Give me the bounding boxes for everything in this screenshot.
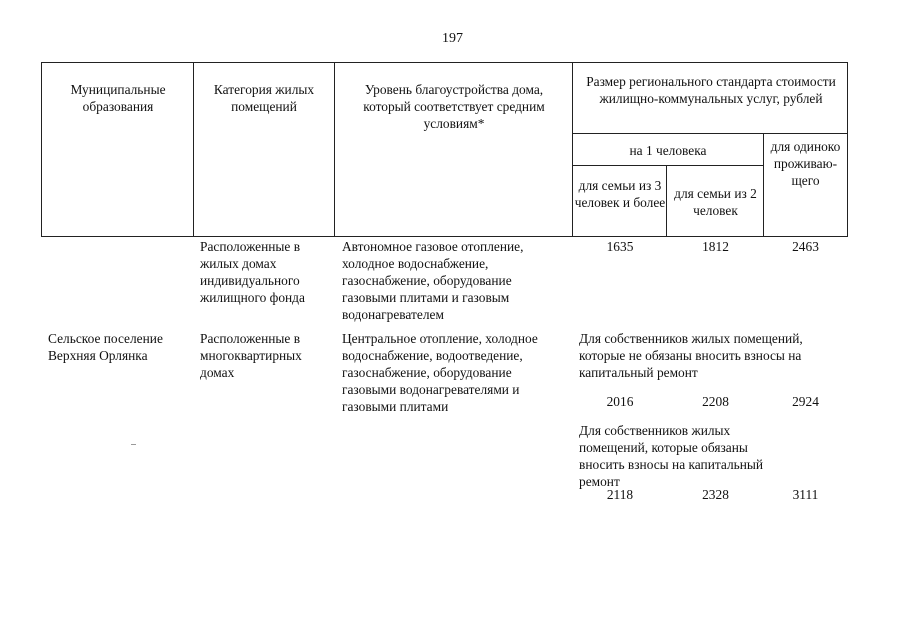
header-level: Уровень благоустройства дома, который соответствует средним условиям* (363, 82, 545, 131)
scan-speck (131, 444, 136, 445)
value-single: 2924 (792, 394, 819, 409)
value-single: 3111 (792, 487, 819, 502)
size-subheader-divider (572, 133, 848, 134)
value-family-2: 2328 (702, 487, 729, 502)
value-family-3: 1635 (606, 239, 634, 254)
page-number: 197 (442, 31, 463, 46)
row-level: Центральное отопление, холодное водоснабжение, водоотведение, газоснабжение, оборудование газовыми водонагревателями и газовыми плитами (342, 331, 538, 414)
header-single: для одиноко проживаю-щего (770, 139, 841, 188)
per-person-subheader-divider (572, 165, 763, 166)
group-note: Для собственников жилых помещений, которые не обязаны вносить взносы на капитальный ремонт (579, 331, 803, 380)
table-top-border (41, 62, 848, 63)
header-family-2: для семьи из 2 человек (674, 186, 757, 218)
row-municipality: Сельское поселение Верхняя Орлянка (48, 331, 163, 363)
value-family-2: 2208 (702, 394, 729, 409)
col-divider-2 (334, 62, 335, 237)
value-single: 2463 (792, 239, 819, 254)
col-divider-1 (193, 62, 194, 237)
header-municipality: Муниципальные образования (70, 82, 166, 114)
row-level: Автономное газовое отопление, холодное водоснабжение, газоснабжение, оборудование газовыми плитами и газовым водонагревателем (342, 239, 524, 322)
value-family-3: 2016 (606, 394, 634, 409)
row-category: Расположенные в многоквартирных домах (200, 331, 302, 380)
table-left-border (41, 62, 42, 237)
group-note: Для собственников жилых помещений, которые обязаны вносить взносы на капитальный ремонт (579, 423, 764, 489)
table-right-border (847, 62, 848, 237)
header-family-3: для семьи из 3 человек и более (574, 178, 666, 210)
header-category: Категория жилых помещений (213, 82, 315, 114)
row-category: Расположенные в жилых домах индивидуального жилищного фонда (200, 239, 305, 305)
col-divider-4 (666, 165, 667, 237)
header-bottom-border (41, 236, 848, 237)
value-family-3: 2118 (606, 487, 634, 502)
header-per-person: на 1 человека (629, 143, 707, 158)
value-family-2: 1812 (702, 239, 729, 254)
header-standard-size: Размер регионального стандарта стоимости жилищно-коммунальных услуг, рублей (586, 74, 836, 106)
